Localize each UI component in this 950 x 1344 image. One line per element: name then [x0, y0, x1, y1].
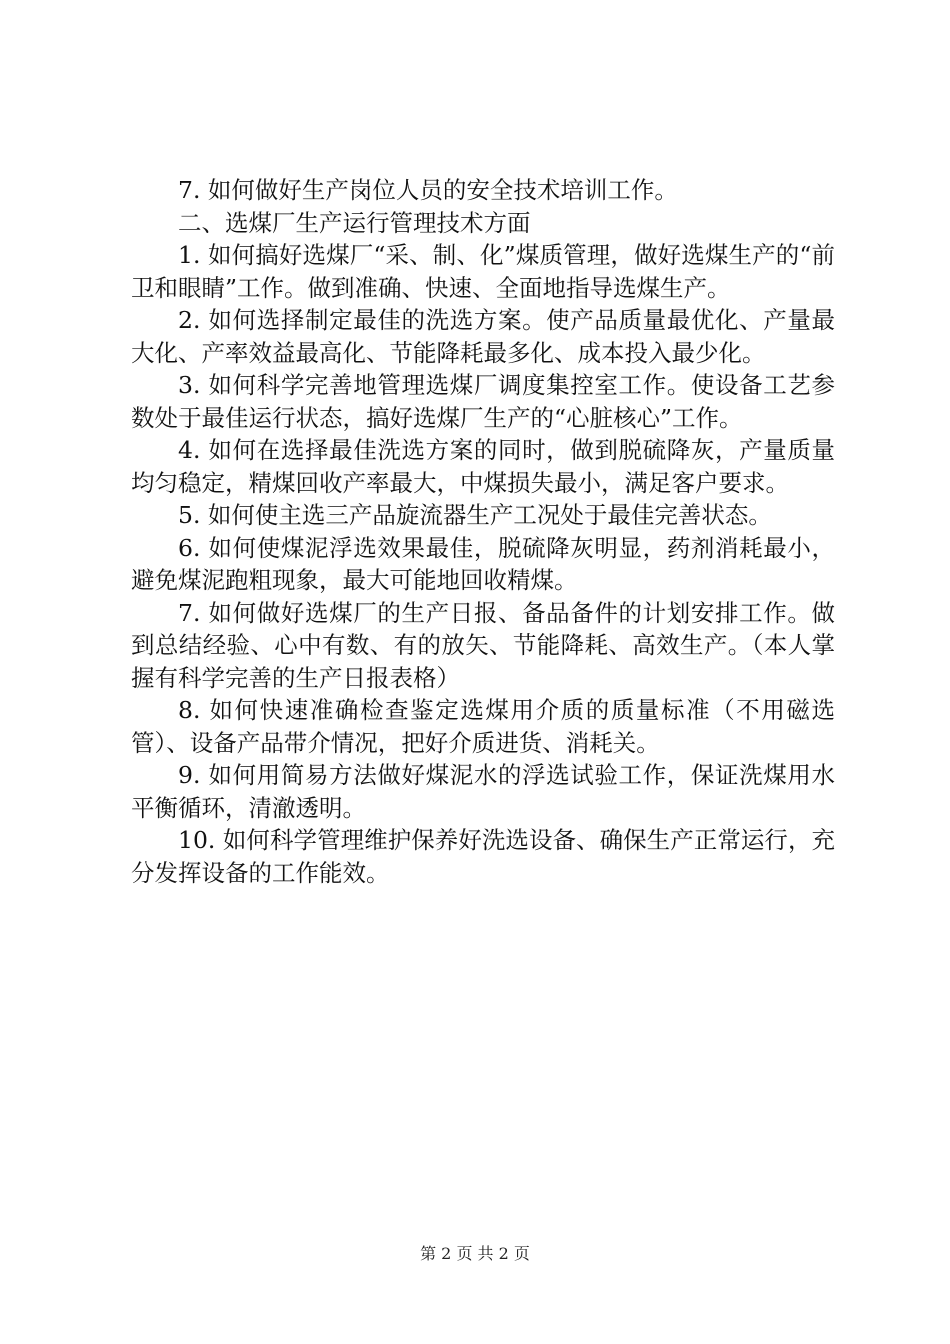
paragraph-item-7: 7. 如何做好选煤厂的生产日报、备品备件的计划安排工作。做到总结经验、心中有数、有的放矢、节能降耗、高效生产。（本人掌握有科学完善的生产日报表格）	[131, 598, 835, 692]
paragraph-item-3: 3. 如何科学完善地管理选煤厂调度集控室工作。使设备工艺参数处于最佳运行状态，搞好选煤厂生产的“心脏核心”工作。	[131, 371, 835, 432]
paragraph-item-9: 9. 如何用简易方法做好煤泥水的浮选试验工作，保证洗煤用水平衡循环，清澈透明。	[131, 761, 835, 822]
paragraph-item-10: 10. 如何科学管理维护保养好洗选设备、确保生产正常运行，充分发挥设备的工作能效。	[131, 826, 835, 887]
paragraph-item-7-training: 7. 如何做好生产岗位人员的安全技术培训工作。	[178, 176, 678, 204]
paragraph-item-5: 5. 如何使主选三产品旋流器生产工况处于最佳完善状态。	[178, 501, 772, 529]
section-heading-operations: 二、选煤厂生产运行管理技术方面	[178, 208, 531, 237]
paragraph-item-6: 6. 如何使煤泥浮选效果最佳，脱硫降灰明显，药剂消耗最小，避免煤泥跑粗现象，最大可能地回收精煤。	[131, 533, 835, 594]
paragraph-item-1: 1. 如何搞好选煤厂“采、制、化”煤质管理，做好选煤生产的“前卫和眼睛”工作。做到准确、快速、全面地指导选煤生产。	[131, 241, 835, 302]
paragraph-item-2: 2. 如何选择制定最佳的洗选方案。使产品质量最优化、产量最大化、产率效益最高化、节能降耗最多化、成本投入最少化。	[131, 306, 835, 367]
paragraph-item-4: 4. 如何在选择最佳洗选方案的同时，做到脱硫降灰，产量质量均匀稳定，精煤回收产率最大，中煤损失最小，满足客户要求。	[131, 436, 835, 497]
paragraph-item-8: 8. 如何快速准确检查鉴定选煤用介质的质量标准（不用磁选管）、设备产品带介情况，把好介质进货、消耗关。	[131, 696, 835, 757]
page-number-footer: 第 2 页 共 2 页	[420, 1244, 530, 1263]
document-body	[131, 174, 835, 889]
